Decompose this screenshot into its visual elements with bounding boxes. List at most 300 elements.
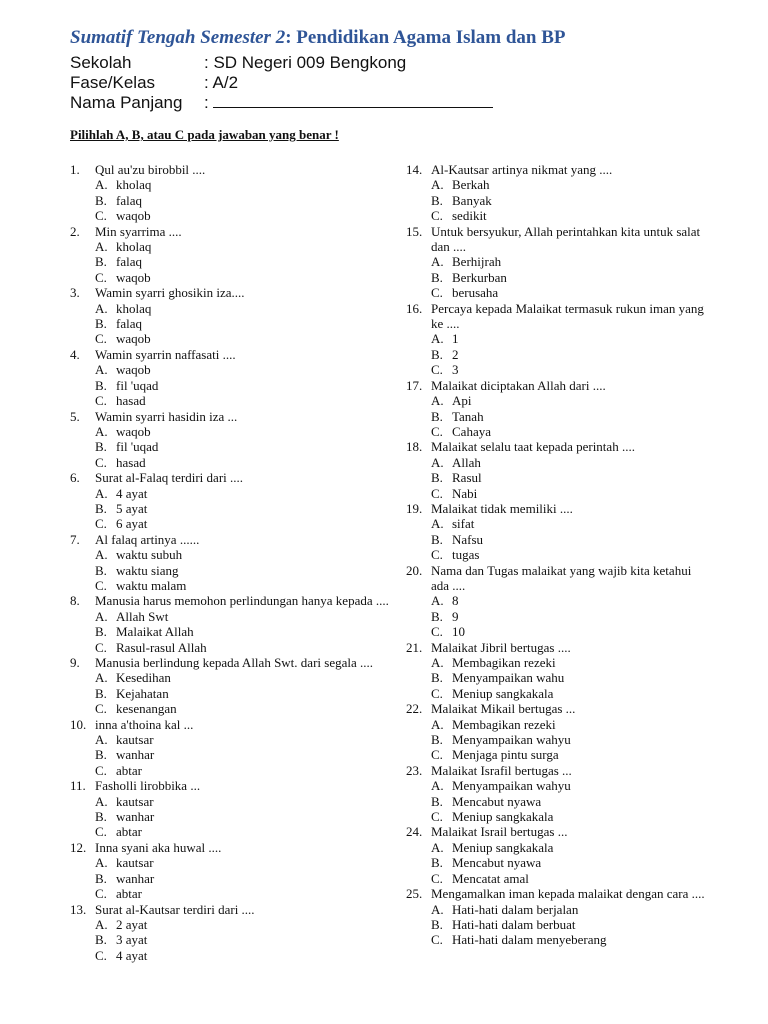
option-letter: B.: [431, 732, 443, 748]
option-text: Menyampaikan wahyu: [452, 778, 571, 794]
option-letter: B.: [95, 809, 107, 825]
fase-label: Fase/Kelas: [70, 73, 156, 92]
question-row: [406, 301, 706, 332]
option-text: fil 'uqad: [116, 439, 159, 455]
question-item: [70, 593, 390, 655]
option-letter: A.: [95, 547, 108, 563]
question-number: 1.: [70, 162, 80, 177]
question-row: [70, 285, 390, 300]
question-text: Wamin syarri hasidin iza ...: [95, 408, 238, 424]
question-number: 6.: [70, 470, 80, 486]
question-row: [406, 640, 706, 655]
question-number: 9.: [70, 655, 80, 670]
question-row: [406, 701, 706, 716]
option-text: waktu subuh: [116, 547, 183, 563]
answer-option[interactable]: [70, 701, 390, 716]
answer-option[interactable]: [70, 239, 390, 254]
question-text: Manusia harus memohon perlindungan hanya kepada ....: [95, 593, 389, 609]
question-number: 16.: [406, 300, 423, 316]
answer-option[interactable]: [70, 747, 390, 762]
option-letter: A.: [431, 393, 444, 409]
page-title: [70, 27, 566, 49]
option-text: 1: [452, 331, 459, 347]
question-text: Untuk bersyukur, Allah perintahkan kita untuk salat dan ....: [431, 223, 701, 255]
option-text: wanhar: [116, 809, 155, 825]
answer-option[interactable]: [70, 516, 390, 531]
option-letter: A.: [431, 593, 444, 609]
option-letter: C.: [431, 547, 443, 563]
question-text: Fasholli lirobbika ...: [95, 778, 201, 794]
option-letter: A.: [95, 300, 108, 316]
answer-option[interactable]: [70, 455, 390, 470]
question-item: [406, 640, 706, 702]
answer-option[interactable]: [70, 732, 390, 747]
option-letter: C.: [95, 762, 107, 778]
option-letter: C.: [431, 285, 443, 301]
option-letter: B.: [431, 916, 443, 932]
answer-option[interactable]: [406, 609, 706, 624]
question-item: [70, 224, 390, 286]
sekolah-value: : SD Negeri 009 Bengkong: [204, 53, 407, 72]
option-text: 3: [452, 362, 459, 378]
option-text: Allah: [452, 454, 481, 470]
question-number: 5.: [70, 408, 80, 424]
answer-option[interactable]: [406, 624, 706, 639]
question-item: [406, 824, 706, 886]
question-number: 14.: [406, 162, 423, 177]
question-text: Malaikat Jibril bertugas ....: [431, 639, 571, 655]
answer-option[interactable]: [70, 501, 390, 516]
option-letter: A.: [431, 778, 444, 794]
question-row: [406, 378, 706, 393]
question-item: [70, 902, 390, 964]
answer-option[interactable]: [70, 316, 390, 331]
answer-option[interactable]: [70, 794, 390, 809]
answer-option[interactable]: [406, 794, 706, 809]
answer-option[interactable]: [70, 670, 390, 685]
question-number: 15.: [406, 223, 423, 239]
answer-option[interactable]: [70, 563, 390, 578]
question-number: 25.: [406, 886, 423, 902]
option-letter: B.: [431, 608, 443, 624]
option-text: waqob: [116, 362, 151, 378]
answer-option[interactable]: [70, 855, 390, 870]
answer-option[interactable]: [406, 732, 706, 747]
option-letter: B.: [95, 747, 107, 763]
answer-option[interactable]: [406, 655, 706, 670]
answer-option[interactable]: [406, 486, 706, 501]
option-letter: B.: [95, 316, 107, 332]
question-number: 17.: [406, 377, 423, 393]
answer-option[interactable]: [70, 763, 390, 778]
question-row: [70, 593, 390, 608]
question-row: [406, 439, 706, 454]
questions-left-column: [70, 162, 390, 963]
question-item: [406, 378, 706, 440]
nama-answer-line[interactable]: [213, 93, 493, 108]
answer-option[interactable]: [406, 347, 706, 362]
question-item: [406, 224, 706, 301]
option-letter: B.: [95, 562, 107, 578]
question-row: [70, 162, 390, 177]
option-text: Berhijrah: [452, 254, 502, 270]
option-text: Banyak: [452, 192, 492, 208]
answer-option[interactable]: [406, 470, 706, 485]
question-item: [70, 347, 390, 409]
nama-label: Nama Panjang: [70, 93, 183, 112]
option-letter: A.: [431, 516, 444, 532]
option-letter: A.: [431, 177, 444, 193]
option-letter: A.: [431, 839, 444, 855]
question-text: Malaikat selalu taat kepada perintah ....: [431, 439, 635, 455]
question-text: Qul au'zu birobbil ....: [95, 162, 206, 177]
question-row: [406, 563, 706, 594]
answer-option[interactable]: [406, 717, 706, 732]
answer-option[interactable]: [70, 193, 390, 208]
answer-option[interactable]: [70, 486, 390, 501]
question-text: Surat al-Kautsar terdiri dari ....: [95, 901, 255, 917]
option-text: Mencabut nyawa: [452, 793, 542, 809]
question-row: [70, 840, 390, 855]
fase-row: [70, 73, 238, 93]
option-text: waqob: [116, 269, 151, 285]
question-item: [406, 701, 706, 763]
option-letter: C.: [95, 824, 107, 840]
question-row: [70, 409, 390, 424]
question-item: [406, 162, 706, 224]
option-letter: C.: [431, 208, 443, 224]
option-letter: B.: [95, 870, 107, 886]
answer-option[interactable]: [406, 254, 706, 269]
option-letter: A.: [95, 855, 108, 871]
option-text: 4 ayat: [116, 947, 148, 963]
question-item: [70, 717, 390, 779]
answer-option[interactable]: [406, 902, 706, 917]
title-rest: : Pendidikan Agama Islam dan BP: [285, 27, 566, 48]
option-text: Berkurban: [452, 269, 507, 285]
option-text: hasad: [116, 393, 146, 409]
answer-option[interactable]: [70, 439, 390, 454]
question-item: [70, 470, 390, 532]
option-letter: A.: [95, 732, 108, 748]
instruction: Pilihlah A, B, atau C pada jawaban yang benar !: [70, 127, 339, 142]
option-text: waktu malam: [116, 577, 187, 593]
option-text: Hati-hati dalam berjalan: [452, 901, 579, 917]
question-number: 3.: [70, 285, 80, 301]
answer-option[interactable]: [406, 871, 706, 886]
option-text: Nabi: [452, 485, 478, 501]
option-letter: C.: [95, 947, 107, 963]
question-number: 10.: [70, 716, 87, 732]
question-item: [406, 439, 706, 501]
option-letter: B.: [95, 932, 107, 948]
answer-option[interactable]: [406, 778, 706, 793]
option-text: 5 ayat: [116, 500, 148, 516]
option-letter: C.: [431, 362, 443, 378]
answer-option[interactable]: [70, 871, 390, 886]
option-letter: A.: [431, 716, 444, 732]
answer-option[interactable]: [70, 254, 390, 269]
answer-option[interactable]: [70, 331, 390, 346]
option-text: kautsar: [116, 732, 154, 748]
answer-option[interactable]: [406, 747, 706, 762]
answer-option[interactable]: [406, 809, 706, 824]
question-text: Inna syani aka huwal ....: [95, 839, 222, 855]
question-row: [70, 655, 390, 670]
option-letter: C.: [95, 516, 107, 532]
answer-option[interactable]: [70, 270, 390, 285]
option-letter: A.: [431, 331, 444, 347]
answer-option[interactable]: [406, 917, 706, 932]
option-letter: B.: [95, 377, 107, 393]
answer-option[interactable]: [70, 547, 390, 562]
option-letter: C.: [95, 208, 107, 224]
question-number: 12.: [70, 839, 87, 855]
option-text: Api: [452, 393, 472, 409]
answer-option[interactable]: [70, 640, 390, 655]
option-letter: C.: [431, 809, 443, 825]
answer-option[interactable]: [70, 362, 390, 377]
option-letter: A.: [431, 655, 444, 670]
question-row: [406, 162, 706, 177]
option-text: Menyampaikan wahyu: [452, 732, 571, 748]
question-text: Malaikat Israil bertugas ...: [431, 824, 568, 840]
option-text: abtar: [116, 762, 142, 778]
answer-option[interactable]: [406, 177, 706, 192]
option-letter: B.: [95, 192, 107, 208]
option-letter: C.: [95, 331, 107, 347]
option-text: tugas: [452, 547, 480, 563]
question-item: [70, 162, 390, 224]
question-item: [406, 886, 706, 948]
answer-option[interactable]: [406, 270, 706, 285]
answer-option[interactable]: [70, 301, 390, 316]
option-letter: C.: [431, 932, 443, 948]
option-text: 8: [452, 593, 459, 609]
question-row: [406, 824, 706, 839]
option-letter: B.: [95, 500, 107, 516]
option-text: kautsar: [116, 793, 154, 809]
question-number: 21.: [406, 639, 423, 655]
option-text: fil 'uqad: [116, 377, 159, 393]
question-number: 24.: [406, 824, 423, 840]
option-letter: A.: [95, 793, 108, 809]
option-letter: A.: [95, 239, 108, 255]
option-text: 2 ayat: [116, 916, 148, 932]
option-letter: B.: [431, 269, 443, 285]
option-text: Rasul: [452, 470, 482, 486]
option-text: waqob: [116, 423, 151, 439]
question-row: [70, 717, 390, 732]
option-letter: B.: [95, 624, 107, 640]
answer-option[interactable]: [70, 824, 390, 839]
option-letter: B.: [431, 470, 443, 486]
question-text: Malaikat diciptakan Allah dari ....: [431, 377, 606, 393]
option-text: kholaq: [116, 177, 152, 193]
answer-option[interactable]: [406, 932, 706, 947]
answer-option[interactable]: [406, 840, 706, 855]
answer-option[interactable]: [406, 424, 706, 439]
answer-option[interactable]: [406, 516, 706, 531]
option-text: Mencabut nyawa: [452, 855, 542, 871]
question-text: Percaya kepada Malaikat termasuk rukun iman yang ke ....: [431, 300, 704, 332]
question-number: 20.: [406, 562, 423, 578]
option-letter: B.: [431, 192, 443, 208]
answer-option[interactable]: [70, 948, 390, 963]
answer-option[interactable]: [406, 393, 706, 408]
answer-option[interactable]: [406, 670, 706, 685]
answer-option[interactable]: [406, 455, 706, 470]
option-text: kholaq: [116, 300, 152, 316]
question-number: 11.: [70, 778, 86, 794]
sekolah-row: [70, 53, 406, 73]
option-letter: A.: [95, 177, 108, 193]
option-letter: C.: [95, 701, 107, 717]
question-number: 23.: [406, 762, 423, 778]
option-letter: B.: [95, 439, 107, 455]
option-text: abtar: [116, 824, 142, 840]
option-text: 3 ayat: [116, 932, 148, 948]
option-text: Rasul-rasul Allah: [116, 639, 207, 655]
option-text: falaq: [116, 254, 142, 270]
question-item: [70, 285, 390, 347]
question-item: [70, 840, 390, 902]
answer-option[interactable]: [70, 578, 390, 593]
option-text: wanhar: [116, 747, 155, 763]
option-text: Allah Swt: [116, 608, 169, 624]
option-text: Membagikan rezeki: [452, 655, 556, 670]
option-letter: C.: [431, 870, 443, 886]
answer-option[interactable]: [70, 393, 390, 408]
option-letter: A.: [95, 608, 108, 624]
option-text: kholaq: [116, 239, 152, 255]
answer-option[interactable]: [406, 331, 706, 346]
answer-option[interactable]: [70, 809, 390, 824]
option-letter: A.: [95, 362, 108, 378]
question-item: [406, 763, 706, 825]
option-text: falaq: [116, 192, 142, 208]
option-letter: C.: [431, 485, 443, 501]
answer-option[interactable]: [70, 932, 390, 947]
option-letter: A.: [431, 454, 444, 470]
option-text: hasad: [116, 454, 146, 470]
option-text: Hati-hati dalam berbuat: [452, 916, 576, 932]
question-text: Malaikat Israfil bertugas ...: [431, 762, 572, 778]
question-number: 4.: [70, 346, 80, 362]
option-letter: B.: [431, 531, 443, 547]
option-text: Meniup sangkakala: [452, 685, 554, 701]
answer-option[interactable]: [70, 424, 390, 439]
option-text: waktu siang: [116, 562, 179, 578]
question-row: [70, 778, 390, 793]
option-letter: C.: [95, 393, 107, 409]
option-letter: C.: [95, 577, 107, 593]
answer-option[interactable]: [406, 193, 706, 208]
answer-option[interactable]: [406, 855, 706, 870]
option-text: falaq: [116, 316, 142, 332]
question-text: Surat al-Falaq terdiri dari ....: [95, 470, 244, 486]
option-letter: B.: [431, 408, 443, 424]
option-letter: A.: [95, 916, 108, 932]
option-text: Nafsu: [452, 531, 484, 547]
option-text: Kejahatan: [116, 685, 169, 701]
option-text: sedikit: [452, 208, 487, 224]
option-letter: A.: [95, 423, 108, 439]
answer-option[interactable]: [70, 686, 390, 701]
option-letter: B.: [431, 793, 443, 809]
answer-option[interactable]: [70, 208, 390, 223]
option-text: Malaikat Allah: [116, 624, 194, 640]
option-letter: B.: [431, 670, 443, 686]
question-text: Al falaq artinya ......: [95, 531, 200, 547]
question-item: [70, 778, 390, 840]
answer-option[interactable]: [406, 532, 706, 547]
nama-value: :: [204, 93, 209, 112]
option-letter: A.: [95, 670, 108, 686]
option-text: Berkah: [452, 177, 490, 193]
question-number: 7.: [70, 531, 80, 547]
option-letter: C.: [431, 685, 443, 701]
question-text: Manusia berlindung kepada Allah Swt. dari segala ....: [95, 655, 373, 670]
answer-option[interactable]: [70, 609, 390, 624]
question-text: Al-Kautsar artinya nikmat yang ....: [431, 162, 613, 177]
option-letter: A.: [95, 485, 108, 501]
answer-option[interactable]: [70, 917, 390, 932]
option-text: abtar: [116, 886, 142, 902]
sekolah-label: Sekolah: [70, 53, 132, 72]
question-item: [70, 409, 390, 471]
option-letter: C.: [95, 639, 107, 655]
question-text: inna a'thoina kal ...: [95, 716, 194, 732]
option-text: kesenangan: [116, 701, 177, 717]
question-item: [70, 532, 390, 594]
question-item: [406, 563, 706, 640]
answer-option[interactable]: [70, 177, 390, 192]
answer-option[interactable]: [406, 362, 706, 377]
option-text: waqob: [116, 208, 151, 224]
question-number: 22.: [406, 701, 423, 717]
answer-option[interactable]: [70, 624, 390, 639]
option-text: wanhar: [116, 870, 155, 886]
question-number: 19.: [406, 500, 423, 516]
answer-option[interactable]: [406, 285, 706, 300]
question-row: [406, 886, 706, 901]
option-text: Tanah: [452, 408, 484, 424]
option-text: 10: [452, 624, 465, 640]
option-letter: B.: [431, 346, 443, 362]
question-text: Nama dan Tugas malaikat yang wajib kita ketahui ada ....: [431, 562, 692, 593]
answer-option[interactable]: [406, 686, 706, 701]
question-item: [406, 501, 706, 563]
option-letter: A.: [431, 901, 444, 917]
question-row: [70, 902, 390, 917]
answer-option[interactable]: [406, 208, 706, 223]
answer-option[interactable]: [70, 378, 390, 393]
option-text: berusaha: [452, 285, 499, 301]
question-number: 13.: [70, 901, 87, 917]
answer-option[interactable]: [406, 547, 706, 562]
answer-option[interactable]: [406, 593, 706, 608]
option-letter: B.: [95, 254, 107, 270]
option-text: 2: [452, 346, 459, 362]
option-text: Menyampaikan wahu: [452, 670, 565, 686]
option-text: Meniup sangkakala: [452, 809, 554, 825]
answer-option[interactable]: [70, 886, 390, 901]
option-text: waqob: [116, 331, 151, 347]
question-number: 18.: [406, 439, 423, 455]
question-row: [406, 224, 706, 255]
answer-option[interactable]: [406, 409, 706, 424]
